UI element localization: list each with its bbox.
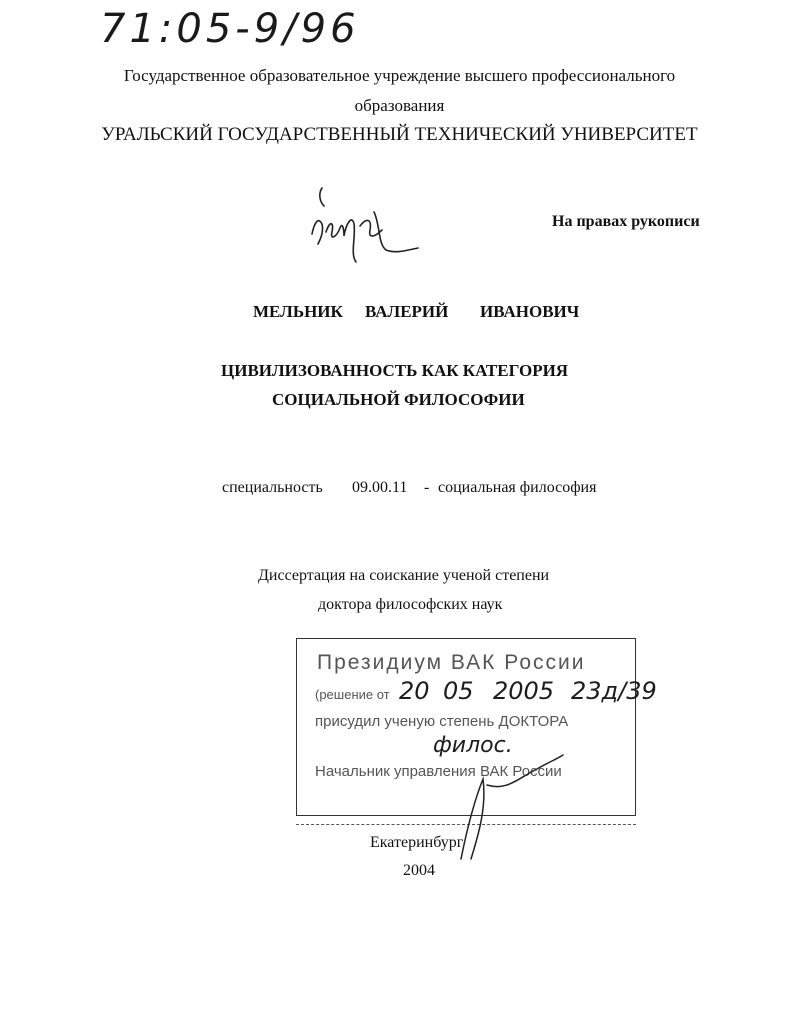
author-surname: МЕЛЬНИК [253, 302, 343, 321]
stamp-decision-number: 23д/39 [571, 677, 657, 705]
stamp-decision-year: 2005 [493, 677, 555, 705]
stamp-signature [447, 719, 567, 869]
specialty-label: специальность [222, 479, 323, 496]
author-name: ВАЛЕРИЙ [365, 302, 449, 321]
university-name: УРАЛЬСКИЙ ГОСУДАРСТВЕННЫЙ ТЕХНИЧЕСКИЙ УНИВЕРСИТЕТ [101, 124, 698, 145]
stamp-decision-prefix: (решение от [315, 687, 390, 702]
org-line-1: Государственное образовательное учреждение высшего профессионального [123, 66, 676, 85]
degree-line-2: доктора философских наук [318, 596, 503, 613]
degree-line-1: Диссертация на соискание ученой степени [258, 567, 550, 584]
footer-city: Екатеринбург [370, 834, 464, 851]
stamp-line-5: Начальник управления ВАК России [315, 763, 562, 780]
author-signature [300, 184, 430, 274]
title-line-2: СОЦИАЛЬНОЙ ФИЛОСОФИИ [272, 390, 525, 409]
stamp-line-3: присудил ученую степень ДОКТОРА [315, 713, 569, 730]
manuscript-note: На правах рукописи [552, 213, 700, 230]
stamp-line-1: Президиум ВАК России [317, 651, 586, 674]
registry-number: 71:05-9/96 [100, 6, 360, 52]
vak-stamp [296, 638, 657, 816]
specialty-code: 09.00.11 [352, 479, 408, 496]
stamp-decision-day: 20 [399, 677, 430, 705]
title-line-1: ЦИВИЛИЗОВАННОСТЬ КАК КАТЕГОРИЯ [221, 361, 569, 380]
specialty-dash: - [424, 479, 430, 496]
org-line-2: образования [354, 96, 445, 115]
stamp-degree-field: филос. [433, 733, 513, 758]
specialty-name: социальная философия [438, 479, 597, 496]
stamp-decision-month: 05 [443, 677, 474, 705]
author-patronymic: ИВАНОВИЧ [480, 302, 580, 321]
footer-year: 2004 [403, 862, 435, 879]
